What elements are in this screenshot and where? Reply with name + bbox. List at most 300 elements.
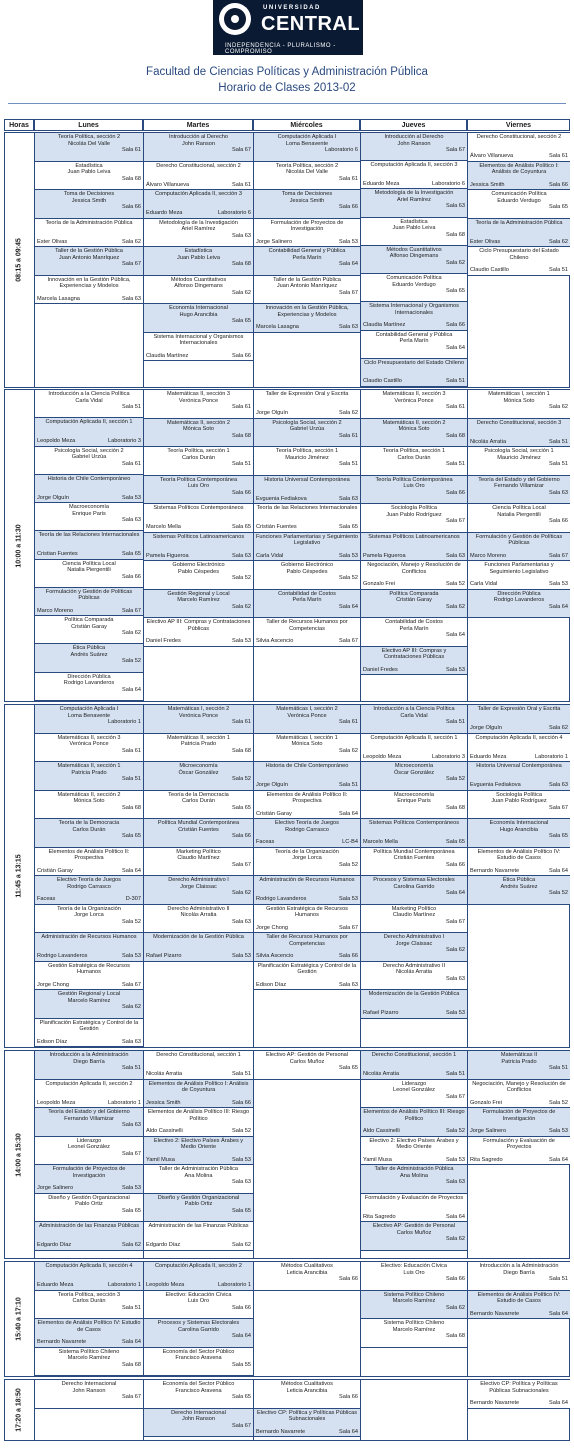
course-footer xyxy=(363,581,465,588)
course-footer xyxy=(470,725,568,732)
course-cell[interactable] xyxy=(361,359,467,387)
course-cell[interactable] xyxy=(361,447,467,476)
course-room: Sala 53 xyxy=(122,953,141,959)
course-cell[interactable] xyxy=(468,848,570,877)
course-professor: Carolina Garrido xyxy=(393,883,435,890)
course-cell[interactable] xyxy=(254,561,360,590)
course-name: Sistemas Políticos Contemporáneos xyxy=(153,505,244,511)
course-left-label: Faceas xyxy=(256,839,275,845)
course-left-label: Eduardo Meza xyxy=(470,753,507,760)
course-cell[interactable] xyxy=(144,390,253,419)
course-cell[interactable] xyxy=(468,1380,570,1409)
course-cell[interactable] xyxy=(361,1165,467,1194)
course-room: Sala 53 xyxy=(122,494,141,501)
course-cell[interactable] xyxy=(254,1051,360,1080)
course-cell[interactable] xyxy=(468,476,570,505)
course-footer xyxy=(256,811,358,818)
course-cell[interactable] xyxy=(144,1080,253,1109)
course-cell[interactable] xyxy=(361,933,467,962)
course-cell[interactable] xyxy=(144,1051,253,1080)
course-cell[interactable] xyxy=(144,1409,253,1438)
course-cell[interactable] xyxy=(361,762,467,791)
course-professor: Nicolás Arratia xyxy=(180,912,217,918)
course-room: Sala 64 xyxy=(122,686,141,693)
course-footer xyxy=(470,868,568,875)
course-professor: Leticia Arancibia xyxy=(286,1269,328,1276)
course-cell[interactable] xyxy=(361,133,467,161)
course-cell[interactable] xyxy=(144,1348,253,1377)
course-cell[interactable] xyxy=(361,647,467,676)
course-name: Sistema Internacional y Organismos Internacionales xyxy=(153,333,244,346)
course-cell[interactable] xyxy=(35,616,143,644)
course-room: Sala 53 xyxy=(122,1185,141,1191)
course-footer xyxy=(37,551,141,558)
course-cell[interactable] xyxy=(468,1051,570,1080)
course-footer xyxy=(363,1157,465,1164)
course-left-label: Evguenia Fediakova xyxy=(470,782,521,788)
course-cell[interactable] xyxy=(254,247,360,276)
course-name: Sociología Política xyxy=(495,791,543,798)
course-professor: Nicolás Arratia xyxy=(395,969,433,975)
course-cell[interactable] xyxy=(361,990,467,1019)
course-cell[interactable] xyxy=(35,1019,143,1048)
course-cell[interactable] xyxy=(361,905,467,934)
course-footer xyxy=(256,953,358,960)
course-room: Sala 52 xyxy=(549,890,568,896)
course-room: Sala 51 xyxy=(446,378,465,385)
course-cell[interactable] xyxy=(254,504,360,533)
course-cell[interactable] xyxy=(361,1194,467,1223)
university-logo-banner xyxy=(213,0,363,55)
course-cell[interactable] xyxy=(468,819,570,848)
course-cell[interactable] xyxy=(254,162,360,191)
course-cell[interactable] xyxy=(144,419,253,448)
course-cell[interactable] xyxy=(144,1380,253,1409)
course-cell[interactable] xyxy=(144,819,253,848)
course-cell[interactable] xyxy=(468,590,570,619)
course-professor: Perla Marín xyxy=(399,625,429,632)
course-cell[interactable] xyxy=(144,1137,253,1166)
course-cell[interactable] xyxy=(35,1380,143,1409)
course-professor: Óscar González xyxy=(393,769,435,776)
course-left-label: Ester Olivas xyxy=(37,238,68,245)
course-cell[interactable] xyxy=(35,1222,143,1251)
course-cell[interactable] xyxy=(35,1137,143,1166)
course-cell[interactable] xyxy=(35,219,143,248)
course-cell[interactable] xyxy=(254,791,360,820)
course-cell[interactable] xyxy=(361,1080,467,1109)
course-cell[interactable] xyxy=(361,274,467,302)
course-cell[interactable] xyxy=(468,561,570,590)
course-name: Economía Internacional xyxy=(169,305,228,311)
course-room: Sala 62 xyxy=(122,630,141,637)
course-cell[interactable] xyxy=(144,1108,253,1137)
course-room: Sala 63 xyxy=(232,1179,251,1185)
course-cell[interactable] xyxy=(35,503,143,531)
course-room: Sala 65 xyxy=(446,288,465,295)
course-cell[interactable] xyxy=(35,475,143,503)
course-footer xyxy=(146,1157,251,1164)
course-cell[interactable] xyxy=(144,762,253,791)
course-footer xyxy=(470,1400,568,1407)
course-professor: Ariel Ramírez xyxy=(181,226,216,232)
course-cell[interactable] xyxy=(361,561,467,590)
course-name: Matemáticas II, sección 1 xyxy=(57,763,121,769)
course-footer xyxy=(470,439,568,446)
course-cell[interactable] xyxy=(468,133,570,162)
course-name: Matemáticas II, sección 3 xyxy=(166,391,231,397)
course-cell[interactable] xyxy=(254,1380,360,1409)
course-cell[interactable] xyxy=(144,247,253,276)
course-cell[interactable] xyxy=(144,1291,253,1320)
course-cell[interactable] xyxy=(468,390,570,419)
course-professor: Óscar González xyxy=(178,769,219,776)
course-name: Sistema Político Chileno xyxy=(58,1348,120,1355)
course-cell[interactable] xyxy=(468,705,570,734)
course-cell[interactable] xyxy=(361,218,467,246)
course-cell[interactable] xyxy=(35,418,143,446)
course-room: Sala 67 xyxy=(232,147,251,153)
course-cell[interactable] xyxy=(361,848,467,877)
course-left-label: Jorge Chong xyxy=(256,924,289,931)
course-cell[interactable] xyxy=(254,962,360,991)
course-cell[interactable] xyxy=(361,1137,467,1166)
course-footer xyxy=(146,1282,251,1289)
course-name: Teoría Política, sección 2 xyxy=(275,162,339,169)
course-cell[interactable] xyxy=(254,390,360,419)
course-room: Sala 68 xyxy=(446,804,465,811)
course-footer xyxy=(256,782,358,789)
course-cell[interactable] xyxy=(361,189,467,217)
course-room: Sala 63 xyxy=(339,324,358,330)
course-cell[interactable] xyxy=(144,933,253,962)
course-cell[interactable] xyxy=(361,476,467,505)
course-professor: Marcelo Ramírez xyxy=(67,997,111,1004)
course-cell[interactable] xyxy=(468,1108,570,1137)
course-professor: Mónica Soto xyxy=(503,397,535,404)
course-cell[interactable] xyxy=(468,247,570,276)
course-cell[interactable] xyxy=(35,447,143,475)
course-footer xyxy=(37,495,141,502)
course-name: Política Mundial Contemporánea xyxy=(373,848,455,855)
time-slot-cell xyxy=(4,1050,34,1259)
course-room: Sala 52 xyxy=(549,1099,568,1106)
course-cell[interactable] xyxy=(35,673,143,701)
course-cell[interactable] xyxy=(35,1348,143,1377)
course-professor: Perla Marín xyxy=(292,254,322,261)
course-left-label: Edison Díaz xyxy=(256,981,287,988)
course-cell[interactable] xyxy=(35,588,143,616)
course-professor: Luis Oro xyxy=(187,483,210,489)
course-name: Elementos de Análisis Político IV: Estudio de Casos xyxy=(477,848,561,861)
course-cell[interactable] xyxy=(254,476,360,505)
course-cell[interactable] xyxy=(144,1262,253,1291)
course-cell[interactable] xyxy=(35,933,143,962)
course-cell[interactable] xyxy=(35,531,143,559)
course-cell[interactable] xyxy=(254,1262,360,1291)
course-name: Economía Internacional xyxy=(489,820,549,826)
course-left-label: Silvia Ascencio xyxy=(256,638,294,644)
course-room: Sala 66 xyxy=(446,322,465,329)
course-cell[interactable] xyxy=(468,419,570,448)
course-cell[interactable] xyxy=(144,333,253,362)
course-cell[interactable] xyxy=(361,734,467,763)
course-cell[interactable] xyxy=(468,1137,570,1166)
course-room: Laboratorio 1 xyxy=(108,1282,141,1288)
course-professor: Jorge Lorca xyxy=(292,855,322,861)
course-cell[interactable] xyxy=(361,1051,467,1080)
course-cell[interactable] xyxy=(35,1319,143,1348)
course-cell[interactable] xyxy=(361,1291,467,1320)
course-cell[interactable] xyxy=(144,705,253,734)
course-cell[interactable] xyxy=(35,762,143,791)
course-cell[interactable] xyxy=(468,162,570,191)
course-cell[interactable] xyxy=(361,876,467,905)
course-name: Economía del Sector Público xyxy=(162,1348,235,1355)
course-room: Sala 62 xyxy=(339,747,358,754)
course-professor: Carlos Durán xyxy=(182,454,215,461)
course-name: Toma de Decisiones xyxy=(63,191,115,197)
course-cell[interactable] xyxy=(468,533,570,562)
course-footer xyxy=(146,553,251,560)
course-professor: Enrique Paris xyxy=(72,510,106,517)
course-cell[interactable] xyxy=(254,848,360,877)
course-cell[interactable] xyxy=(361,590,467,619)
course-professor: Alfonso Dingemans xyxy=(389,253,439,260)
course-room: Sala 64 xyxy=(339,810,358,817)
course-cell[interactable] xyxy=(361,419,467,448)
course-cell[interactable] xyxy=(361,962,467,991)
course-cell[interactable] xyxy=(35,162,143,191)
course-name: Historia de Chile Contemporáneo xyxy=(47,475,131,482)
course-footer xyxy=(146,1242,251,1249)
course-cell[interactable] xyxy=(254,933,360,962)
course-cell[interactable] xyxy=(35,734,143,763)
course-room: Sala 51 xyxy=(446,1071,465,1077)
course-cell[interactable] xyxy=(254,304,360,333)
time-slot-cell xyxy=(4,389,34,702)
course-cell[interactable] xyxy=(468,504,570,533)
course-cell[interactable] xyxy=(468,447,570,476)
course-cell[interactable] xyxy=(468,734,570,763)
course-cell[interactable] xyxy=(468,1080,570,1109)
course-cell[interactable] xyxy=(144,304,253,333)
course-professor: Patricia Prado xyxy=(180,741,217,747)
course-cell[interactable] xyxy=(144,190,253,219)
course-cell[interactable] xyxy=(144,618,253,647)
column-header-3: Miércoles xyxy=(253,119,360,131)
course-cell[interactable] xyxy=(468,1262,570,1291)
course-cell[interactable] xyxy=(468,219,570,248)
course-name: Administración de las Finanzas Públicas xyxy=(38,1223,140,1229)
course-cell[interactable] xyxy=(35,1108,143,1137)
course-cell[interactable] xyxy=(35,276,143,305)
course-cell[interactable] xyxy=(35,791,143,820)
course-room: Sala 61 xyxy=(446,404,465,410)
course-left-label: Rodrigo Lavanderos xyxy=(37,953,88,959)
course-cell[interactable] xyxy=(35,644,143,672)
course-room: Sala 51 xyxy=(339,782,358,788)
course-cell[interactable] xyxy=(254,705,360,734)
course-name: Electivo 2: Electivo Países Árabes y Medio Oriente xyxy=(369,1137,459,1150)
course-cell[interactable] xyxy=(254,876,360,905)
course-cell[interactable] xyxy=(361,819,467,848)
schedule-title: Horario de Clases 2013-02 xyxy=(218,82,356,94)
course-room: Sala 66 xyxy=(446,861,465,868)
course-cell[interactable] xyxy=(35,390,143,418)
course-name: Electivo AP: Gestión de Personal xyxy=(265,1052,349,1058)
course-room: Sala 67 xyxy=(339,289,358,296)
course-cell[interactable] xyxy=(254,819,360,848)
course-cell[interactable] xyxy=(254,447,360,476)
course-cell[interactable] xyxy=(361,1222,467,1251)
course-name: Matemáticas II, sección 2 xyxy=(382,419,446,426)
course-name: Derecho Administrativo II xyxy=(167,905,230,912)
course-name: Derecho Internacional xyxy=(61,1381,117,1387)
course-name: Estadística xyxy=(184,248,213,254)
course-left-label: Rita Sagredo xyxy=(363,1213,396,1220)
course-cell[interactable] xyxy=(361,331,467,359)
course-cell[interactable] xyxy=(361,705,467,734)
course-left-label: Jorge Olguín xyxy=(256,782,289,788)
course-cell[interactable] xyxy=(144,162,253,191)
course-room: Sala 61 xyxy=(339,175,358,182)
course-cell[interactable] xyxy=(144,504,253,533)
course-cell[interactable] xyxy=(254,419,360,448)
course-cell[interactable] xyxy=(361,533,467,562)
course-cell[interactable] xyxy=(144,1319,253,1348)
course-cell[interactable] xyxy=(35,1051,143,1080)
course-left-label: Eduardo Meza xyxy=(146,210,183,216)
course-cell[interactable] xyxy=(254,190,360,219)
course-cell[interactable] xyxy=(361,1262,467,1291)
course-cell[interactable] xyxy=(254,762,360,791)
course-cell[interactable] xyxy=(35,1291,143,1320)
course-cell[interactable] xyxy=(468,791,570,820)
course-cell[interactable] xyxy=(35,560,143,588)
course-professor: Ariel Ramírez xyxy=(397,196,431,203)
course-cell[interactable] xyxy=(35,247,143,276)
course-professor: Eduardo Verdugo xyxy=(497,197,541,204)
course-room: Sala 53 xyxy=(339,896,358,902)
course-cell[interactable] xyxy=(468,1291,570,1320)
course-cell[interactable] xyxy=(144,1194,253,1223)
course-name: Electivo Teoría de Juegos xyxy=(57,877,121,883)
course-name: Sistemas Políticos Contemporáneos xyxy=(368,820,460,826)
course-cell[interactable] xyxy=(361,161,467,189)
course-professor: Verónica Ponce xyxy=(394,397,434,404)
course-cell[interactable] xyxy=(361,791,467,820)
course-name: Elementos de Análisis Político IV: Estudio de Casos xyxy=(37,1320,141,1333)
course-cell[interactable] xyxy=(144,905,253,934)
time-slot-label: 08:15 a 09:45 xyxy=(15,238,23,282)
course-cell[interactable] xyxy=(144,276,253,305)
course-name: Computación Aplicada II, sección 4 xyxy=(475,734,563,741)
course-cell[interactable] xyxy=(361,1108,467,1137)
course-cell[interactable] xyxy=(144,133,253,162)
course-footer xyxy=(256,239,358,246)
course-name: Matemáticas I, sección 1 xyxy=(488,391,550,397)
course-cell[interactable] xyxy=(254,276,360,305)
course-room: Sala 66 xyxy=(122,204,141,210)
course-cell[interactable] xyxy=(144,848,253,877)
course-cell[interactable] xyxy=(254,533,360,562)
course-room: Sala 68 xyxy=(446,432,465,439)
course-cell[interactable] xyxy=(468,876,570,905)
course-cell[interactable] xyxy=(35,990,143,1019)
course-name: Electivo CP: Política y Políticas Públicas Subnacionales xyxy=(256,1409,358,1422)
course-name: Sistemas Políticos Latinoamericanos xyxy=(152,533,245,540)
course-name: Computación Aplicada II, sección 1 xyxy=(45,419,133,426)
course-cell[interactable] xyxy=(144,791,253,820)
course-cell[interactable] xyxy=(35,1080,143,1109)
course-cell[interactable] xyxy=(361,246,467,274)
course-cell[interactable] xyxy=(361,390,467,419)
course-cell[interactable] xyxy=(254,219,360,248)
course-cell[interactable] xyxy=(144,476,253,505)
course-cell[interactable] xyxy=(254,133,360,162)
course-cell[interactable] xyxy=(468,762,570,791)
course-cell[interactable] xyxy=(35,133,143,162)
course-room: Sala 65 xyxy=(549,204,568,210)
course-cell[interactable] xyxy=(361,504,467,533)
course-cell[interactable] xyxy=(144,876,253,905)
course-name: Derecho Administrativo I xyxy=(168,877,229,883)
course-name: Matemáticas I, sección 2 xyxy=(276,706,338,712)
course-cell[interactable] xyxy=(468,190,570,219)
course-footer xyxy=(363,1214,465,1221)
course-cell[interactable] xyxy=(35,876,143,905)
course-cell[interactable] xyxy=(144,1222,253,1251)
course-name: Procesos y Sistemas Electorales xyxy=(373,877,455,883)
course-cell[interactable] xyxy=(254,905,360,934)
course-cell[interactable] xyxy=(144,1165,253,1194)
course-name: Macroeconomía xyxy=(68,504,110,511)
course-room: Laboratorio 6 xyxy=(218,210,251,216)
course-cell[interactable] xyxy=(35,1262,143,1291)
course-cell[interactable] xyxy=(144,219,253,248)
course-cell[interactable] xyxy=(35,705,143,734)
course-professor: John Ranson xyxy=(182,1416,215,1422)
course-cell[interactable] xyxy=(361,302,467,330)
course-cell[interactable] xyxy=(144,533,253,562)
course-cell[interactable] xyxy=(35,1194,143,1223)
course-cell[interactable] xyxy=(254,1409,360,1438)
course-cell[interactable] xyxy=(144,447,253,476)
course-name: Gestión Estratégica de Recursos Humanos xyxy=(266,905,348,918)
course-cell[interactable] xyxy=(144,561,253,590)
course-cell[interactable] xyxy=(35,962,143,991)
course-cell[interactable] xyxy=(35,905,143,934)
course-left-label: Edgardo Díaz xyxy=(146,1242,181,1248)
course-left-label: Álvaro Villanueva xyxy=(470,153,514,159)
course-cell[interactable] xyxy=(35,819,143,848)
course-cell[interactable] xyxy=(35,190,143,219)
course-room: Sala 67 xyxy=(122,1150,141,1157)
course-cell[interactable] xyxy=(35,848,143,877)
course-professor: Perla Marín xyxy=(292,597,322,603)
course-cell[interactable] xyxy=(254,618,360,647)
course-cell[interactable] xyxy=(361,618,467,647)
course-cell[interactable] xyxy=(144,734,253,763)
time-slot-cell xyxy=(4,1261,34,1377)
course-left-label: Jorge Salinero xyxy=(256,238,293,245)
course-cell[interactable] xyxy=(254,590,360,619)
course-cell[interactable] xyxy=(144,590,253,619)
course-cell[interactable] xyxy=(254,734,360,763)
course-cell[interactable] xyxy=(35,1165,143,1194)
course-cell[interactable] xyxy=(361,1319,467,1348)
